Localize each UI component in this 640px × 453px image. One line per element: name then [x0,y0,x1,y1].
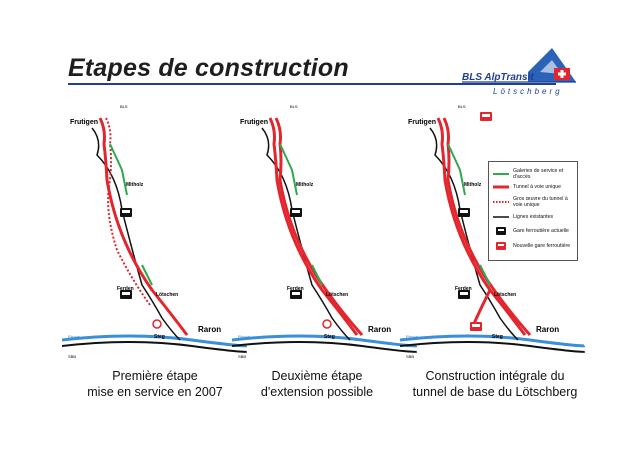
caption-line: Première étape [112,369,198,383]
red-line-icon [493,183,509,191]
legend-item [493,196,577,208]
legend-label: Gare ferroutière actuelle [513,228,569,234]
red-dotted-line-icon [493,198,509,206]
label-bls: BLS [290,104,298,109]
green-line-icon [493,170,509,178]
caption-stage-2 [232,368,402,400]
access-gallery [110,144,127,195]
label-rhone: Rhone [238,334,250,339]
label-sbb: SBB [238,354,247,359]
label-raron: Raron [198,325,222,334]
label-ferden: Ferden [117,286,134,292]
label-steg: Steg [492,334,503,340]
black-line-icon [493,213,509,221]
label-lotschen: Lötschen [326,292,349,298]
label-frutigen: Frutigen [408,119,436,126]
legend-label: Galeries de service et d'accès [513,168,564,180]
legend-item [493,168,577,180]
label-bls: BLS [458,104,466,109]
label-mitholz: Mitholz [296,182,314,188]
portal-marker [153,320,161,328]
caption-line: d'extension possible [260,385,374,399]
label-lotschen: Lötschen [156,292,179,298]
label-raron: Raron [368,325,392,334]
label-mitholz: Mitholz [126,182,144,188]
caption-line: tunnel de base du Lötschberg [412,385,578,399]
logo-brand-text: BLS AlpTransit [462,72,534,83]
legend-label: Gros œuvre du tunnel à voie unique [513,196,568,208]
label-steg: Steg [324,334,335,340]
label-frutigen: Frutigen [240,119,268,126]
label-rhone: Rhone [406,334,418,339]
legend-label: Nouvelle gare ferroutière [513,243,571,249]
caption-line: Construction intégrale du [425,369,565,383]
label-sbb: SBB [406,354,415,359]
legend-item [493,242,577,250]
caption-stage-3 [400,368,590,400]
legend-item [493,227,577,235]
logo-sub-text: Lötschberg [493,87,563,96]
red-car-icon [493,242,509,250]
caption-line: Deuxième étape [271,369,363,383]
caption-stage-1 [70,368,240,400]
label-bls: BLS [120,104,128,109]
legend-item [493,213,577,221]
label-ferden: Ferden [455,286,472,292]
label-ferden: Ferden [287,286,304,292]
caption-line: mise en service en 2007 [87,385,223,399]
label-steg: Steg [154,334,165,340]
legend-label: Tunnel à voie unique [513,184,561,190]
label-rhone: Rhone [68,334,80,339]
label-lotschen: Lötschen [494,292,517,298]
label-sbb: SBB [68,354,77,359]
map-stage-2 [232,100,417,370]
map-legend [488,161,578,261]
portal-marker [323,320,331,328]
label-mitholz: Mitholz [464,182,482,188]
page-title: Etapes de construction [68,54,349,82]
legend-item [493,183,577,191]
label-raron: Raron [536,325,560,334]
map-stage-1 [62,100,247,370]
label-frutigen: Frutigen [70,119,98,126]
black-car-icon [493,227,509,235]
legend-label: Lignes existantes [513,214,554,220]
